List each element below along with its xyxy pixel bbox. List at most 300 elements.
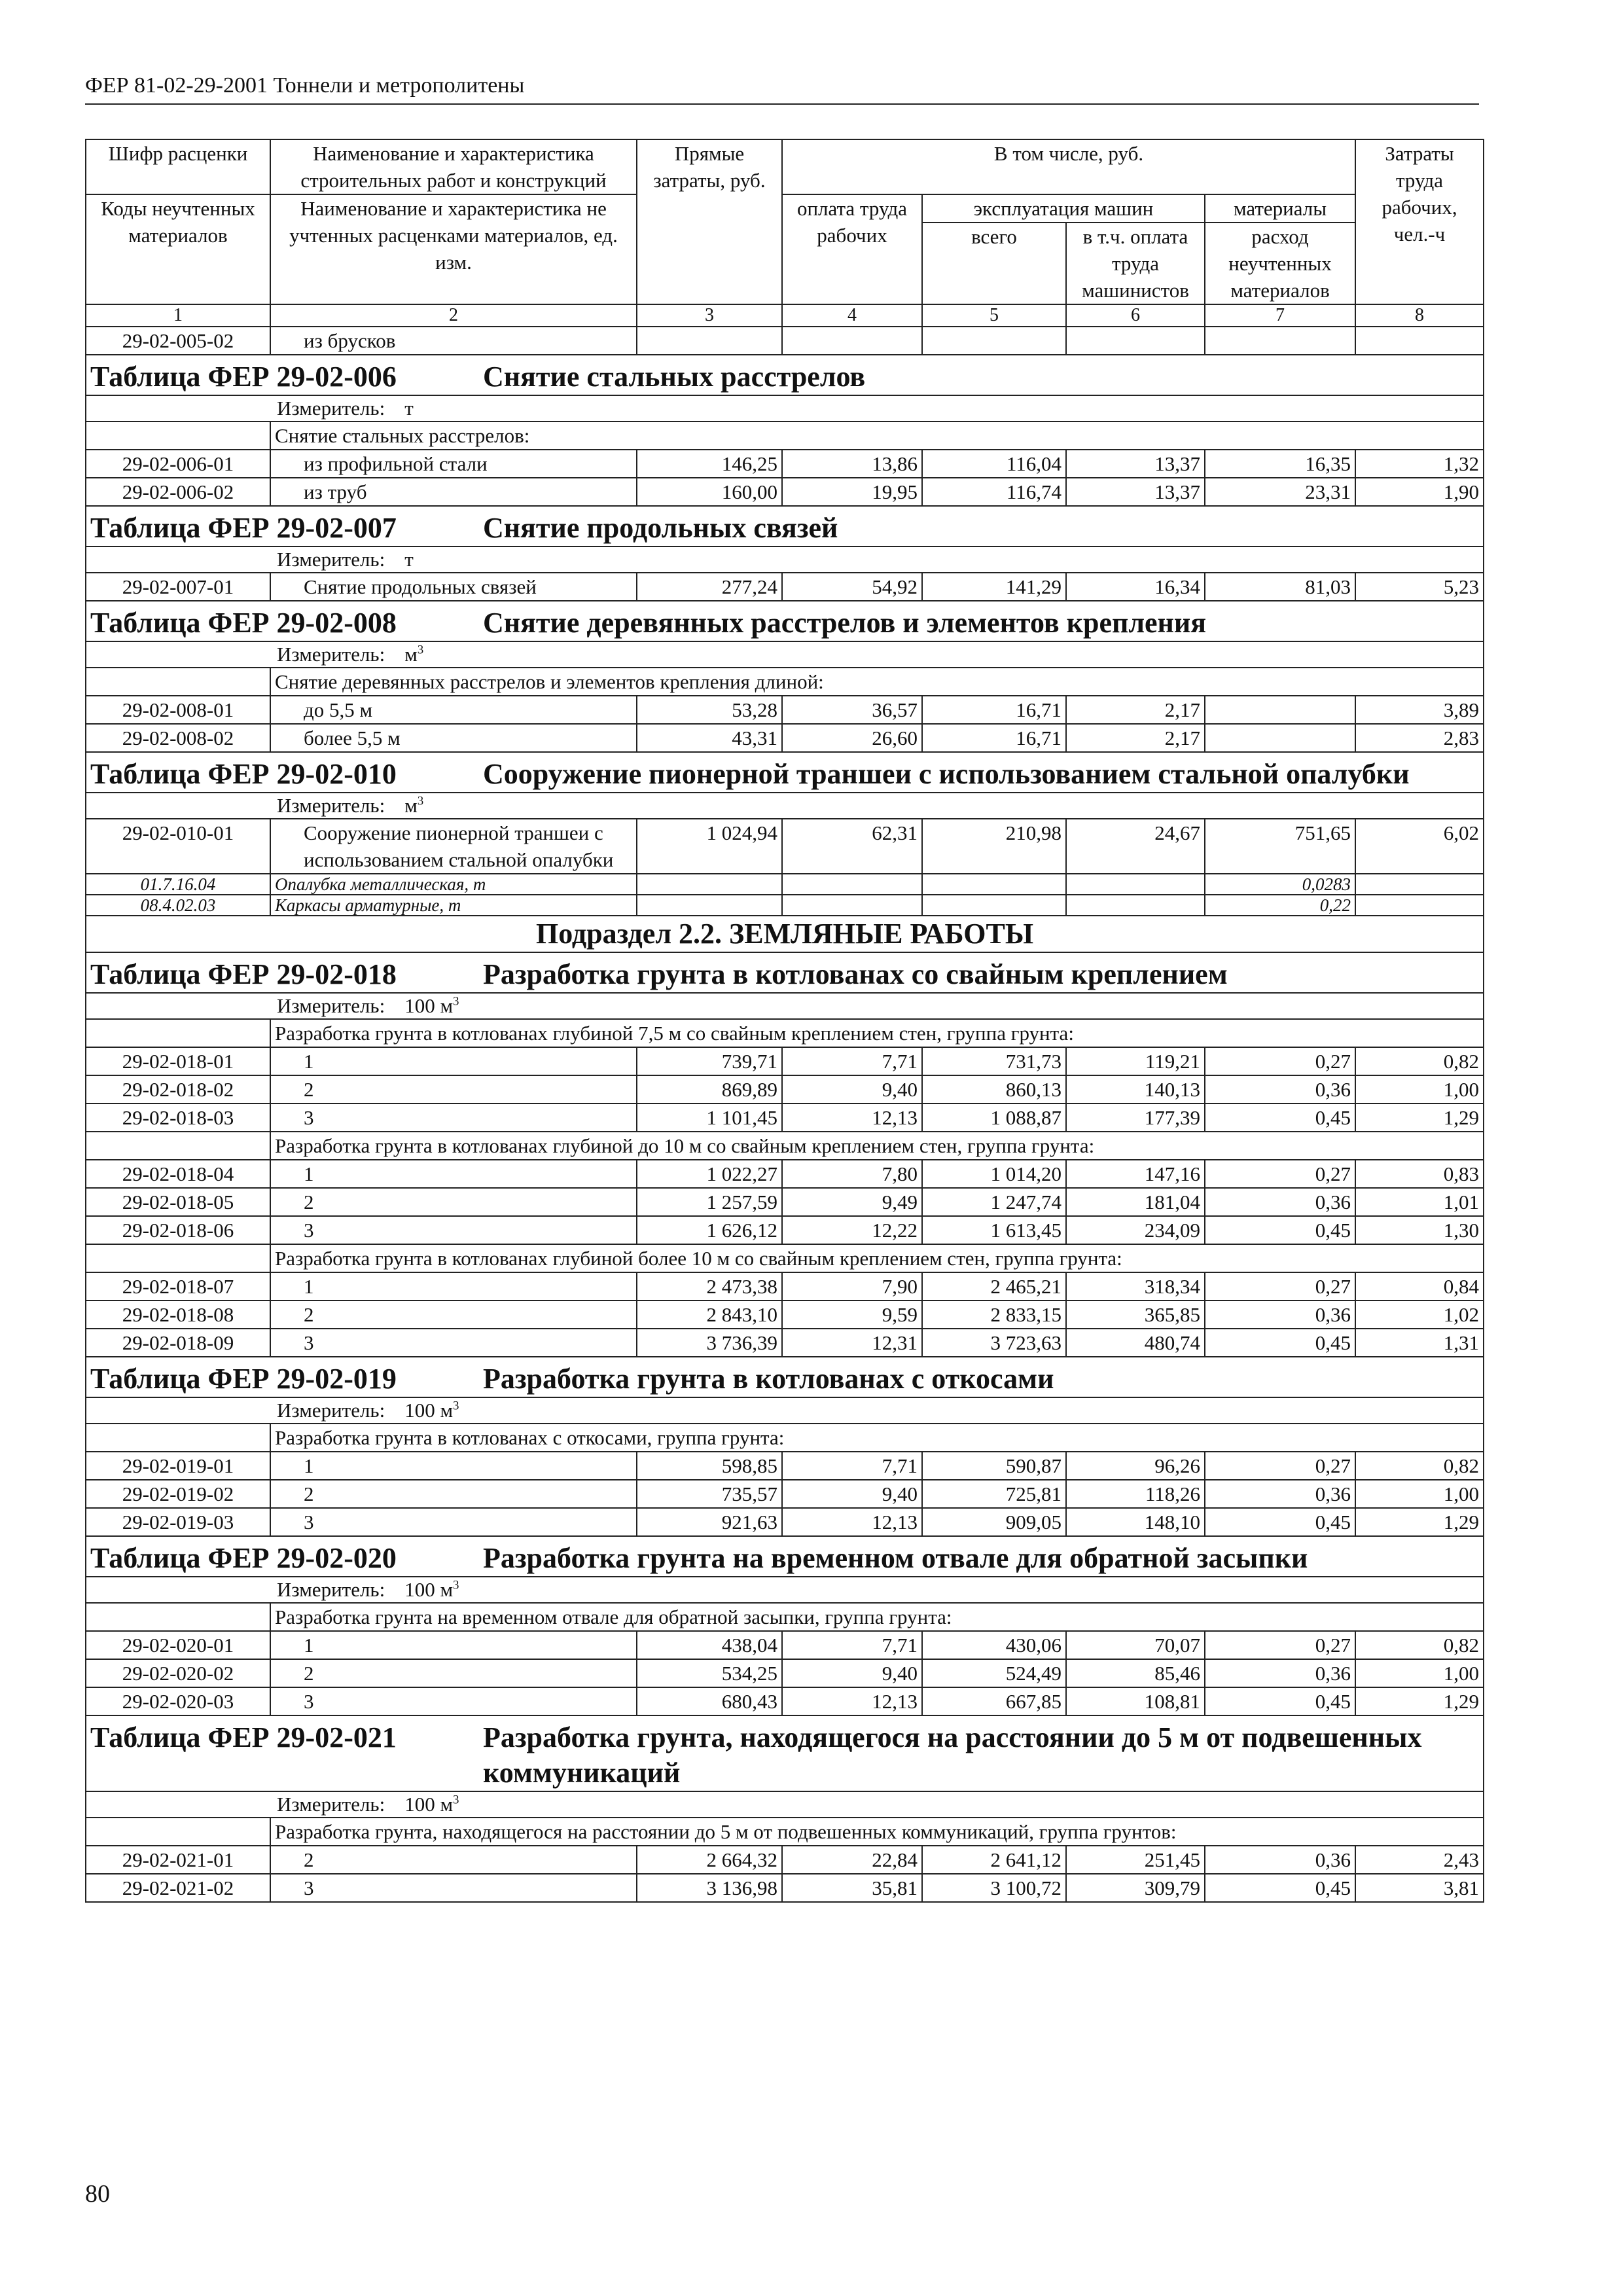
table-row: [86, 724, 1484, 752]
unit-of-measure: [86, 547, 1484, 573]
table-row: [86, 1188, 1484, 1216]
direct-cost: 53,28: [637, 696, 782, 724]
col-mat-name-header: Наименование и характеристика не учтенных расценками материалов, ед. изм.: [270, 194, 637, 304]
rate-name: 2: [270, 1846, 637, 1874]
table-row: [86, 327, 1484, 355]
worker-wages: 9,40: [782, 1480, 922, 1508]
rate-code: 29-02-020-02: [86, 1659, 270, 1687]
rate-name: 1: [270, 1047, 637, 1075]
materials-cost: 0,27: [1205, 1160, 1355, 1188]
materials-cost: 23,31: [1205, 478, 1355, 506]
unit-label: Измеритель:: [277, 397, 385, 420]
worker-wages: 12,13: [782, 1508, 922, 1536]
direct-cost: 1 626,12: [637, 1216, 782, 1244]
subheading: Разработка грунта в котлованах глубиной более 10 м со свайным креплением стен, группа грунта:: [270, 1244, 1484, 1272]
machines-total: 1 014,20: [922, 1160, 1066, 1188]
section-row: [86, 916, 1484, 952]
operator-wages: 119,21: [1066, 1047, 1205, 1075]
subheading-row: [86, 1603, 1484, 1631]
subheading-code-cell: [86, 1818, 270, 1846]
table-title-row: [86, 752, 1484, 793]
direct-cost: 534,25: [637, 1659, 782, 1687]
machines-total: 141,29: [922, 573, 1066, 601]
table-body: [86, 327, 1484, 1902]
labor-hours: 1,00: [1355, 1659, 1484, 1687]
worker-wages: 7,80: [782, 1160, 922, 1188]
rate-name: более 5,5 м: [270, 724, 637, 752]
rate-code: 29-02-018-02: [86, 1075, 270, 1103]
table-caption: Сооружение пионерной траншеи с использованием стальной опалубки: [483, 758, 1410, 790]
subheading-row: [86, 422, 1484, 450]
col-mat-code-header: Коды неучтенных материалов: [86, 194, 270, 304]
rate-code: 29-02-018-06: [86, 1216, 270, 1244]
material-qty: 0,0283: [1205, 874, 1355, 895]
worker-wages: 7,71: [782, 1631, 922, 1659]
col-number: 5: [922, 304, 1066, 327]
direct-cost: 146,25: [637, 450, 782, 478]
unit-label: Измеритель:: [277, 1578, 385, 1601]
materials-cost: 751,65: [1205, 819, 1355, 874]
rate-code: 29-02-005-02: [86, 327, 270, 355]
table-row: [86, 696, 1484, 724]
table-title-row: [86, 601, 1484, 641]
machines-total: 909,05: [922, 1508, 1066, 1536]
table-title: [86, 1715, 1484, 1791]
table-title-row: [86, 1536, 1484, 1577]
subheading-code-cell: [86, 1244, 270, 1272]
direct-cost: 3 736,39: [637, 1329, 782, 1357]
rate-code: 29-02-018-04: [86, 1160, 270, 1188]
material-name: Каркасы арматурные, т: [270, 895, 637, 916]
operator-wages: [1066, 327, 1205, 355]
unit-value: т: [404, 548, 414, 571]
direct-cost: 680,43: [637, 1687, 782, 1715]
unit-of-measure: [86, 1791, 1484, 1818]
worker-wages: 19,95: [782, 478, 922, 506]
operator-wages: 177,39: [1066, 1103, 1205, 1132]
unit-value: т: [404, 397, 414, 420]
operator-wages: 118,26: [1066, 1480, 1205, 1508]
table-title: [86, 752, 1484, 793]
subheading-row: [86, 1019, 1484, 1047]
labor-hours: 0,83: [1355, 1160, 1484, 1188]
labor-hours: 1,02: [1355, 1300, 1484, 1329]
rate-name: 3: [270, 1329, 637, 1357]
unit-label: Измеритель:: [277, 1793, 385, 1816]
operator-wages: 108,81: [1066, 1687, 1205, 1715]
material-row: [86, 874, 1484, 895]
rate-name: 3: [270, 1687, 637, 1715]
rate-name: 2: [270, 1659, 637, 1687]
machines-total: 16,71: [922, 696, 1066, 724]
direct-cost: [637, 327, 782, 355]
unit-row: [86, 1791, 1484, 1818]
empty-cell: [1355, 895, 1484, 916]
operator-wages: 480,74: [1066, 1329, 1205, 1357]
unit-row: [86, 641, 1484, 668]
worker-wages: 62,31: [782, 819, 922, 874]
unit-label: Измеритель:: [277, 794, 385, 817]
material-qty: 0,22: [1205, 895, 1355, 916]
table-title: [86, 601, 1484, 641]
subheading-row: [86, 1132, 1484, 1160]
rate-code: 29-02-018-01: [86, 1047, 270, 1075]
table-title: [86, 355, 1484, 395]
material-code: 01.7.16.04: [86, 874, 270, 895]
worker-wages: 13,86: [782, 450, 922, 478]
table-title-row: [86, 506, 1484, 547]
unit-value: 100 м: [404, 994, 454, 1017]
rate-name: 3: [270, 1103, 637, 1132]
rate-code: 29-02-008-02: [86, 724, 270, 752]
rate-code: 29-02-019-01: [86, 1452, 270, 1480]
operator-wages: 70,07: [1066, 1631, 1205, 1659]
subheading: Снятие деревянных расстрелов и элементов крепления длиной:: [270, 668, 1484, 696]
table-row: [86, 450, 1484, 478]
rate-name: 2: [270, 1480, 637, 1508]
machines-header: эксплуатация машин: [922, 194, 1205, 223]
labor-hours: 2,43: [1355, 1846, 1484, 1874]
direct-cost: 735,57: [637, 1480, 782, 1508]
empty-cell: [922, 874, 1066, 895]
rate-name: 1: [270, 1272, 637, 1300]
rate-code: 29-02-007-01: [86, 573, 270, 601]
direct-cost: 3 136,98: [637, 1874, 782, 1902]
col-labor-header: Затраты труда рабочих, чел.-ч: [1355, 139, 1484, 304]
worker-wages: 26,60: [782, 724, 922, 752]
subheading-code-cell: [86, 1603, 270, 1631]
machines-total: 2 641,12: [922, 1846, 1066, 1874]
rate-name: из труб: [270, 478, 637, 506]
materials-cost: 0,36: [1205, 1188, 1355, 1216]
table-title-row: [86, 952, 1484, 993]
operator-wages: 96,26: [1066, 1452, 1205, 1480]
direct-cost: 277,24: [637, 573, 782, 601]
unit-exponent: 3: [453, 1578, 459, 1592]
direct-cost: 1 024,94: [637, 819, 782, 874]
labor-hours: 0,82: [1355, 1047, 1484, 1075]
table-caption: Снятие стальных расстрелов: [483, 361, 866, 393]
operator-wages: 2,17: [1066, 696, 1205, 724]
rate-code: 29-02-019-03: [86, 1508, 270, 1536]
machines-total: 2 465,21: [922, 1272, 1066, 1300]
worker-wages: 12,22: [782, 1216, 922, 1244]
rate-name: из брусков: [270, 327, 637, 355]
labor-hours: 1,31: [1355, 1329, 1484, 1357]
table-number: Таблица ФЕР 29-02-019: [90, 1363, 397, 1395]
materials-cost: 0,45: [1205, 1216, 1355, 1244]
table-title: [86, 1357, 1484, 1397]
col-name-header: Наименование и характеристика строительных работ и конструкций: [270, 139, 637, 194]
table-row: [86, 1160, 1484, 1188]
col-number: 3: [637, 304, 782, 327]
subheading-row: [86, 1818, 1484, 1846]
direct-cost: 2 473,38: [637, 1272, 782, 1300]
direct-cost: 160,00: [637, 478, 782, 506]
worker-wages: 35,81: [782, 1874, 922, 1902]
materials-cost: 0,36: [1205, 1846, 1355, 1874]
rate-name: Сооружение пионерной траншеи с использованием стальной опалубки: [270, 819, 637, 874]
unit-row: [86, 1577, 1484, 1603]
labor-hours: 6,02: [1355, 819, 1484, 874]
table-number: Таблица ФЕР 29-02-008: [90, 607, 397, 639]
table-title: [86, 1536, 1484, 1577]
materials-cost: 16,35: [1205, 450, 1355, 478]
table-number: Таблица ФЕР 29-02-010: [90, 758, 397, 790]
labor-hours: [1355, 327, 1484, 355]
labor-hours: 5,23: [1355, 573, 1484, 601]
rate-code: 29-02-020-01: [86, 1631, 270, 1659]
unit-exponent: 3: [453, 1399, 459, 1413]
rate-name: 3: [270, 1874, 637, 1902]
direct-cost: 2 843,10: [637, 1300, 782, 1329]
operator-wages: 140,13: [1066, 1075, 1205, 1103]
direct-cost: 739,71: [637, 1047, 782, 1075]
col-code-header: Шифр расценки: [86, 139, 270, 194]
rate-name: 1: [270, 1631, 637, 1659]
rate-name: 3: [270, 1216, 637, 1244]
rate-code: 29-02-006-02: [86, 478, 270, 506]
table-title: [86, 952, 1484, 993]
direct-cost: 438,04: [637, 1631, 782, 1659]
rate-code: 29-02-019-02: [86, 1480, 270, 1508]
labor-hours: 1,32: [1355, 450, 1484, 478]
table-number: Таблица ФЕР 29-02-018: [90, 958, 397, 990]
labor-hours: 1,30: [1355, 1216, 1484, 1244]
rate-name: 1: [270, 1160, 637, 1188]
materials-cost: 0,27: [1205, 1452, 1355, 1480]
direct-cost: 869,89: [637, 1075, 782, 1103]
operator-wages: 2,17: [1066, 724, 1205, 752]
machines-total: [922, 327, 1066, 355]
materials-cost: 0,45: [1205, 1329, 1355, 1357]
table-title-row: [86, 1357, 1484, 1397]
operator-wages: 251,45: [1066, 1846, 1205, 1874]
material-code: 08.4.02.03: [86, 895, 270, 916]
empty-cell: [637, 874, 782, 895]
material-row: [86, 895, 1484, 916]
labor-hours: 1,01: [1355, 1188, 1484, 1216]
unit-of-measure: [86, 993, 1484, 1019]
worker-wages: 36,57: [782, 696, 922, 724]
machines-total: 1 613,45: [922, 1216, 1066, 1244]
subheading: Снятие стальных расстрелов:: [270, 422, 1484, 450]
operator-wages: 234,09: [1066, 1216, 1205, 1244]
table-row: [86, 1480, 1484, 1508]
direct-cost: 1 101,45: [637, 1103, 782, 1132]
materials-cost: 0,27: [1205, 1631, 1355, 1659]
col-number: 2: [270, 304, 637, 327]
col-number: 4: [782, 304, 922, 327]
worker-wages: 7,71: [782, 1047, 922, 1075]
machines-total: 430,06: [922, 1631, 1066, 1659]
rate-code: 29-02-006-01: [86, 450, 270, 478]
rate-code: 29-02-021-02: [86, 1874, 270, 1902]
empty-cell: [782, 874, 922, 895]
materials-cost: 0,27: [1205, 1272, 1355, 1300]
unit-label: Измеритель:: [277, 994, 385, 1017]
empty-cell: [782, 895, 922, 916]
unit-of-measure: [86, 1397, 1484, 1424]
empty-cell: [1066, 895, 1205, 916]
machines-total: 116,04: [922, 450, 1066, 478]
table-row: [86, 478, 1484, 506]
direct-cost: 1 022,27: [637, 1160, 782, 1188]
subheading: Разработка грунта, находящегося на расстоянии до 5 м от подвешенных коммуникаций, группа грунтов:: [270, 1818, 1484, 1846]
table-row: [86, 1659, 1484, 1687]
materials-cost: 0,36: [1205, 1480, 1355, 1508]
rate-name: 1: [270, 1452, 637, 1480]
table-row: [86, 1452, 1484, 1480]
worker-wages: 54,92: [782, 573, 922, 601]
table-number: Таблица ФЕР 29-02-007: [90, 512, 397, 544]
table-row: [86, 1874, 1484, 1902]
rate-code: 29-02-018-08: [86, 1300, 270, 1329]
subheading: Разработка грунта на временном отвале для обратной засыпки, группа грунта:: [270, 1603, 1484, 1631]
col-number: 6: [1066, 304, 1205, 327]
price-table: [85, 139, 1484, 1903]
labor-hours: 1,00: [1355, 1075, 1484, 1103]
worker-wages: 7,90: [782, 1272, 922, 1300]
empty-cell: [922, 895, 1066, 916]
rate-code: 29-02-008-01: [86, 696, 270, 724]
rate-name: 2: [270, 1300, 637, 1329]
machines-total: 210,98: [922, 819, 1066, 874]
col-materials-header: расход неучтенных материалов: [1205, 223, 1355, 304]
operator-wages: 365,85: [1066, 1300, 1205, 1329]
empty-cell: [637, 895, 782, 916]
col-operator-wages-header: в т.ч. оплата труда машинистов: [1066, 223, 1205, 304]
unit-of-measure: [86, 793, 1484, 819]
operator-wages: 13,37: [1066, 478, 1205, 506]
labor-hours: 0,82: [1355, 1631, 1484, 1659]
table-row: [86, 1047, 1484, 1075]
worker-wages: [782, 327, 922, 355]
unit-row: [86, 993, 1484, 1019]
table-caption: Разработка грунта, находящегося на расстоянии до 5 м от подвешенных коммуникаций: [483, 1721, 1422, 1789]
operator-wages: 85,46: [1066, 1659, 1205, 1687]
table-title: [86, 506, 1484, 547]
document-header: ФЕР 81-02-29-2001 Тоннели и метрополитены: [85, 73, 1479, 105]
subheading-row: [86, 668, 1484, 696]
worker-wages: 22,84: [782, 1846, 922, 1874]
machines-total: 667,85: [922, 1687, 1066, 1715]
subheading-row: [86, 1244, 1484, 1272]
table-caption: Снятие деревянных расстрелов и элементов крепления: [483, 607, 1207, 639]
labor-hours: 1,29: [1355, 1687, 1484, 1715]
direct-cost: 921,63: [637, 1508, 782, 1536]
unit-value: м: [404, 643, 418, 666]
rate-name: 2: [270, 1188, 637, 1216]
materials-cost: [1205, 724, 1355, 752]
worker-wages: 7,71: [782, 1452, 922, 1480]
page-number: 80: [85, 2180, 110, 2208]
machines-total: 3 100,72: [922, 1874, 1066, 1902]
worker-wages: 9,40: [782, 1075, 922, 1103]
subheading-code-cell: [86, 1132, 270, 1160]
rate-code: 29-02-018-03: [86, 1103, 270, 1132]
rate-name: до 5,5 м: [270, 696, 637, 724]
unit-exponent: 3: [417, 643, 424, 657]
col-direct-cost-header: Прямые затраты, руб.: [637, 139, 782, 304]
labor-hours: 1,29: [1355, 1103, 1484, 1132]
labor-hours: 2,83: [1355, 724, 1484, 752]
rate-name: 2: [270, 1075, 637, 1103]
direct-cost: 1 257,59: [637, 1188, 782, 1216]
table-row: [86, 1329, 1484, 1357]
table-number: Таблица ФЕР 29-02-006: [90, 361, 397, 393]
materials-cost: 0,36: [1205, 1075, 1355, 1103]
labor-hours: 1,00: [1355, 1480, 1484, 1508]
incl-header: В том числе, руб.: [782, 139, 1355, 194]
rate-code: 29-02-010-01: [86, 819, 270, 874]
rate-code: 29-02-018-07: [86, 1272, 270, 1300]
unit-value: 100 м: [404, 1578, 454, 1601]
operator-wages: 147,16: [1066, 1160, 1205, 1188]
subheading-row: [86, 1424, 1484, 1452]
machines-total: 590,87: [922, 1452, 1066, 1480]
unit-exponent: 3: [417, 794, 424, 808]
rate-code: 29-02-021-01: [86, 1846, 270, 1874]
unit-row: [86, 793, 1484, 819]
unit-value: 100 м: [404, 1793, 454, 1816]
unit-row: [86, 1397, 1484, 1424]
unit-exponent: 3: [453, 994, 459, 1009]
col-wages-header: оплата труда рабочих: [782, 194, 922, 304]
operator-wages: 24,67: [1066, 819, 1205, 874]
rate-name: Снятие продольных связей: [270, 573, 637, 601]
labor-hours: 3,89: [1355, 696, 1484, 724]
empty-cell: [1355, 874, 1484, 895]
machines-total: 731,73: [922, 1047, 1066, 1075]
table-title-row: [86, 355, 1484, 395]
empty-cell: [1066, 874, 1205, 895]
subheading: Разработка грунта в котлованах с откосами, группа грунта:: [270, 1424, 1484, 1452]
table-title-row: [86, 1715, 1484, 1791]
worker-wages: 12,13: [782, 1687, 922, 1715]
materials-cost: 0,45: [1205, 1508, 1355, 1536]
rate-code: 29-02-020-03: [86, 1687, 270, 1715]
materials-cost: 81,03: [1205, 573, 1355, 601]
direct-cost: 598,85: [637, 1452, 782, 1480]
subheading-code-cell: [86, 1424, 270, 1452]
materials-cost: [1205, 327, 1355, 355]
materials-cost: 0,45: [1205, 1687, 1355, 1715]
table-number: Таблица ФЕР 29-02-020: [90, 1542, 397, 1574]
unit-row: [86, 547, 1484, 573]
rate-code: 29-02-018-09: [86, 1329, 270, 1357]
materials-cost: 0,36: [1205, 1300, 1355, 1329]
section-title: Подраздел 2.2. ЗЕМЛЯНЫЕ РАБОТЫ: [86, 916, 1484, 952]
labor-hours: 0,84: [1355, 1272, 1484, 1300]
materials-cost: [1205, 696, 1355, 724]
unit-label: Измеритель:: [277, 548, 385, 571]
table-row: [86, 573, 1484, 601]
table-row: [86, 1687, 1484, 1715]
direct-cost: 2 664,32: [637, 1846, 782, 1874]
materials-cost: 0,27: [1205, 1047, 1355, 1075]
subheading: Разработка грунта в котлованах глубиной до 10 м со свайным креплением стен, группа грунта:: [270, 1132, 1484, 1160]
machines-total: 2 833,15: [922, 1300, 1066, 1329]
unit-value: 100 м: [404, 1399, 454, 1422]
operator-wages: 309,79: [1066, 1874, 1205, 1902]
subheading-code-cell: [86, 668, 270, 696]
table-row: [86, 1272, 1484, 1300]
unit-label: Измеритель:: [277, 643, 385, 666]
unit-label: Измеритель:: [277, 1399, 385, 1422]
unit-row: [86, 395, 1484, 422]
worker-wages: 9,49: [782, 1188, 922, 1216]
